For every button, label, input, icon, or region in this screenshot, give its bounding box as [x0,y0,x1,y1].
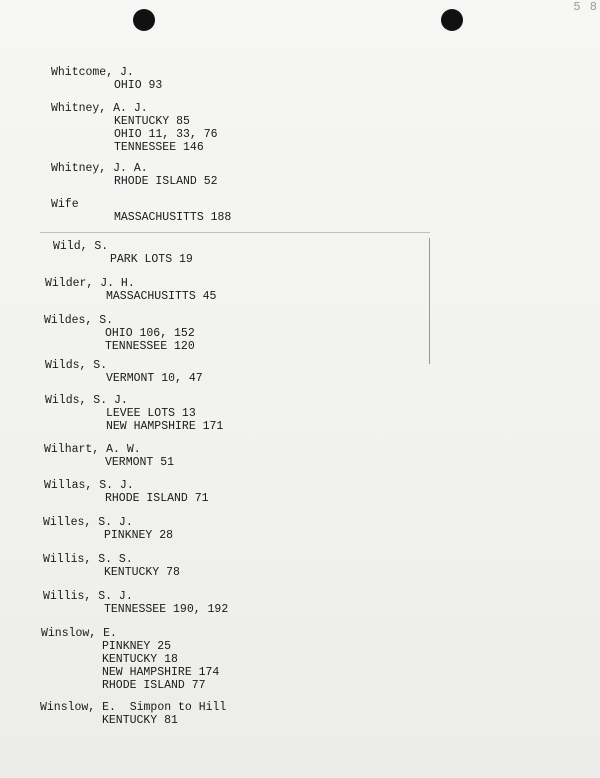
index-entry [53,240,193,266]
entry-reference: LEVEE LOTS 13 [106,407,196,420]
entry-reference: PARK LOTS 19 [110,253,193,266]
entry-name: Willas, S. J. [44,479,134,492]
entry-reference: KENTUCKY 81 [102,714,178,727]
page-number: 5 8 [573,0,598,14]
entry-reference: OHIO 106, 152 [105,327,195,340]
index-entry [44,314,195,353]
entry-reference: VERMONT 51 [105,456,175,469]
entry-reference: NEW HAMPSHIRE 174 [102,666,220,679]
entry-references [105,492,209,505]
entry-name: Whitcome, J. [51,66,134,79]
index-entry [40,701,226,727]
entry-name: Willes, S. J. [43,516,133,529]
entry-reference: OHIO 11, 33, 76 [114,128,218,141]
entry-reference: KENTUCKY 85 [114,115,190,128]
entry-reference: MASSACHUSITTS 188 [114,211,232,224]
entry-reference: TENNESSEE 190, 192 [104,603,229,616]
entry-name: Wife [51,198,79,211]
index-entry [45,277,216,303]
index-entry [51,198,231,224]
entry-references [110,253,193,266]
entry-references [106,407,223,433]
entry-references [114,211,231,224]
entry-reference: KENTUCKY 18 [102,653,178,666]
entry-name: Whitney, A. J. [51,102,148,115]
entry-reference: PINKNEY 25 [102,640,172,653]
entry-references [102,714,226,727]
entry-name: Willis, S. S. [43,553,133,566]
entry-reference: KENTUCKY 78 [104,566,180,579]
entry-references [114,79,162,92]
entry-references [102,640,219,692]
entry-name: Wild, S. [53,240,109,253]
entry-name: Wilds, S. J. [45,394,128,407]
entry-reference: RHODE ISLAND 71 [105,492,209,505]
entry-reference: MASSACHUSITTS 45 [106,290,217,303]
entry-name: Whitney, J. A. [51,162,148,175]
entry-name: Willis, S. J. [43,590,133,603]
entry-references [114,175,218,188]
index-entry [43,590,228,616]
entry-references [105,456,174,469]
entry-references [104,603,228,616]
entry-references [106,290,216,303]
entry-reference: TENNESSEE 120 [105,340,195,353]
entry-reference: NEW HAMPSHIRE 171 [106,420,224,433]
entry-name: Winslow, E. Simpon to Hill [40,701,227,714]
index-entry [51,102,218,154]
entry-reference: PINKNEY 28 [104,529,174,542]
index-entry [45,359,203,385]
entry-references [104,529,173,542]
entry-name: Wildes, S. [44,314,114,327]
entry-reference: VERMONT 10, 47 [106,372,203,385]
entry-name: Wilds, S. [45,359,108,372]
index-entry [44,479,209,505]
index-entry [44,443,174,469]
entry-references [106,372,203,385]
entry-reference: RHODE ISLAND 77 [102,679,206,692]
entry-reference: RHODE ISLAND 52 [114,175,218,188]
entry-reference: TENNESSEE 146 [114,141,204,154]
index-entry [41,627,219,692]
entry-name: Wilhart, A. W. [44,443,141,456]
index-entry [43,516,173,542]
entry-references [104,566,180,579]
entry-name: Wilder, J. H. [45,277,135,290]
index-entry [51,162,218,188]
index-entry [43,553,180,579]
entry-name: Winslow, E. [41,627,117,640]
entry-reference: OHIO 93 [114,79,163,92]
entry-references [105,327,195,353]
index-entry [51,66,162,92]
entry-references [114,115,218,154]
index-entry [45,394,223,433]
